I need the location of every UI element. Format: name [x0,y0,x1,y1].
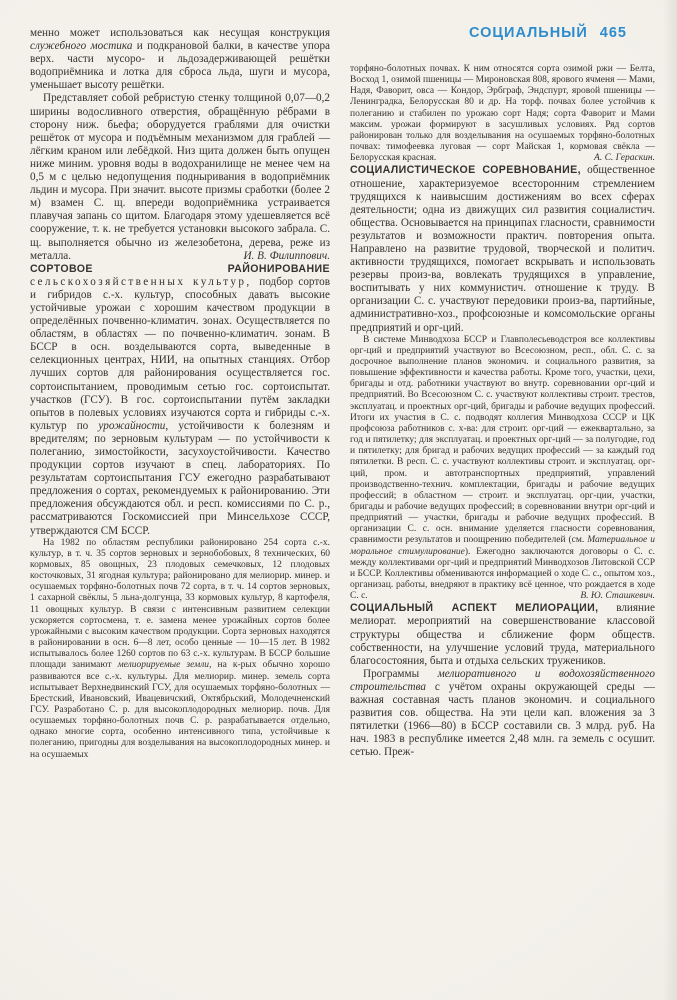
text-run: , на к-рых обычно хорошо развиваются все с.-х. культуры. Для мелиорир. минер. земель сорта испытывает Верхнедвинский ГСУ, для осушаемых торфяно-болотных — Брестский, Ивановский, Ивацевичский, Октябрьский, Молодечненский ГСУ. Разработано С. р. для высокоплодородных мелиорир. почв. Для осушаемых торфяно-болотных почв С. р. разрабатывается отдельно, однако многие сорта, особенно интенсивного типа, устойчивые к полеганию, пригодны для возделывания на высокоплодородных минер. и на осушаемых [30,660,330,760]
italic-text-run: мелиорируемые земли [117,660,210,671]
text-run: и подкрановой балки, в качестве упора верх. части мусоро- и льдозадерживающей решётки водоприёмника и лотка для сброса льда, шуги и мусора, уменьшает высоту решётки. [30,40,330,92]
text-run: Программы [363,667,438,680]
small-print-rajonirovanie-statistics [30,538,330,761]
italic-text-run: урожайности [98,419,166,432]
text-run: ). Ежегодно заключаются договоры о С. с. между коллективами орг-ций и предприятий Минводхозов Литовской ССР и БССР. Коллективы обмениваются информацией о ходе С. с., опытом хоз., организац. работы, внедряют в практику всё ценное, что рождается в ходе С. с. [350,546,655,602]
entry-headword: СОЦИАЛИСТИЧЕСКОЕ СОРЕВНОВАНИЕ, [350,164,581,177]
paragraph-melioracija-programmy [350,668,655,760]
entry-sortovoe-rajonirovanie [30,263,330,538]
letterspaced-text-run: сельскохозяйственных культур, [30,275,260,288]
text-run: На 1982 по областям республики районировано 254 сорта с.-х. культур, в т. ч. 35 сортов зерновых и зернобобовых, 8 технических, 60 кормовых, 85 овощных, 23 плодовых семечковых, 12 плодовых косточковых, 31 ягодная культура; районировано для мелиорир. минер. и осушаемых торфяно-болотных почв 72 сорта, в т. ч. 14 сортов зерновых, 1 сахарной свёклы, 5 льна-долгунца, 33 кормовых культур, 8 картофеля, 11 овощных культур. В связи с интенсивным развитием селекции ускоряется сортосмена, т. е. замена менее урожайных сортов более урожайными с высоким качеством продукции. Сорта зерновых находятся в районировании в осн. 6—8 лет, особо ценные — 10—15 лет. В 1982 испытывалось более 1260 сортов по 63 с.-х. культурам. В БССР большие площади занимают [30,537,330,671]
small-print-continuation-sorta [350,64,655,164]
running-head [469,25,627,41]
text-run: , устойчивости к болезням и вредителям; по зерновым культурам — по устойчивости к полеганию, зимостойкости, засухоустойчивости. Качество продукции сортов изучают в спец. лабораториях. По результатам сортоиспытания ГСУ ежегодно разрабатывают предложения о сортах, рекомендуемых к районированию. Эти предложения обсуждаются обл. и респ. комиссиями по С. р., рассматриваются Госкомиссией при Минсельхозе СССР, утверждаются СМ БССР. [30,419,331,537]
author-signature: И. В. Филиппович. [243,249,330,262]
left-column [30,27,330,761]
text-run: менно может использоваться как несущая конструкция [30,27,330,39]
author-signature: А. С. Гераскин. [594,153,655,164]
author-signature: В. Ю. Сташкевич. [580,591,655,602]
italic-text-run: мелиоративного и водохозяйственного строительства [350,667,655,693]
text-run: подбор сортов и гибридов с.-х. культур, способных давать высокие устойчивые урожаи с хорошим качеством продукции в определённых почвенно-климатич. зонах. Осуществляется по областям, в областях — по почвенно-климатич. зонам. В БССР в осн. возделываются сорта, выведенные в селекционных центрах, НИИ, на опытных станциях. Отбор лучших сортов для районирования осуществляется гос. сортоиспытанием, проводимым сетью гос. сортоиспытат. участков (ГСУ). В гос. сортоиспытании путём закладки опытов в полевых условиях изучаются сорта и гибриды с.-х. культур по [30,275,330,432]
right-column [350,27,655,761]
text-run: с учётом охраны окружающей среды — важная составная часть планов экономич. и социального развития сов. общества. На эти цели кап. вложения за 3 пятилетки (1966—80) в БССР составили св. 3 млрд. руб. На нач. 1983 в республике имеется 2,48 млн. га земель с осушит. сетью. Преж- [350,680,655,759]
page-number: 465 [599,25,627,41]
entry-headword: СОРТОВОЕ РАЙОНИРОВАНИЕ [30,262,330,275]
text-run: влияние мелиорат. мероприятий на совершенствование классовой структуры общества и сближение форм обществ. собственности, на улучшение условий труда, материального благосостояния, быта и отдыха сельских тружеников. [350,602,655,667]
small-print-sorevnovanie-details [350,335,655,603]
entry-headword: СОЦИАЛЬНЫЙ АСПЕКТ МЕЛИОРАЦИИ, [350,602,599,615]
text-run: Представляет собой ребристую стенку толщиной 0,07—0,2 ширины водосливного отверстия, обращённую рёбрами в сторону ниж. бьефа; оборудуется граблями для очистки решёток от мусора и подъёмным механизмом для граблей — лёгким краном или лебёдкой. Низ щита должен быть опущен ниже миним. уровня воды в водохранилище не менее чем на 0,5 м с целью недопущения подныривания в водоприёмник льдин и мусора. При значит. высоте призмы сработки (более 2 м) взамен С. щ. впереди водоприёмника устраивается плавучая запань со щитом. Благодаря этому удешевляется всё сооружение, т. к. не требуется установки высокого забрала. С. щ. выполняется обычно из железобетона, дерева, реже из металла. [30,92,330,262]
entry-socialnyj-aspekt-melioracii [350,602,655,667]
italic-text-run: Материальное и моральное стимулирование [350,535,655,557]
text-run: торфяно-болотных почвах. К ним относятся сорта озимой ржи — Белта, Восход 1, озимой пшеницы — Мироновская 808, ярового ячменя — Мами, Надя, Фаворит, овса — Кондор, Эрбграф, Эндспурт, яровой пшеницы — Ленинградка, Белорусская 80 и др. На торф. почвах более устойчив к полеганию и стабилен по урожаю сорт Надя; сорта Фаворит и Мами максим. урожаи формируют в засушливых условиях. Ряд сортов районирован только для возделывания на осушаемых торфяно-болотных почвах: тимофеевка луговая — сорт Майская 1, кормовая свёкла — Белорусская красная. [350,64,655,164]
paragraph-construction-description [30,92,330,262]
continuation-paragraph-sorouderzhivajushchij-shchit [30,27,330,92]
text-run: В системе Минводхоза БССР и Главполесьеводстроя все коллективы орг-ций и предприятий участвуют во Всесоюзном, респ., обл. С. с. за досрочное выполнение планов экономич. и социального развития, за повышение эффективности и качества работы. Кроме того, участки, цехи, бригады и отд. работники участвуют во внутр. соревновании орг-ций и предприятий. Во Всесоюзном С. с. участвуют коллективы строит. трестов, эксплуатац. и проектных орг-ций, бригады и рабочие ведущих профессий. Итоги их участия в С. с. подводят коллегия Минводхоза СССР и ЦК профсоюза работников с. х-ва: для строит. орг-ций — ежеквартально, за год и пятилетку; для эксплуатац. и проектных орг-ций — за полугодие, год и пятилетку; для бригад и рабочих ведущих профессий — за каждый год пятилетки. В респ. С. с. участвуют коллективы строит. и эксплуатац. орг-ций, пром. и автотранспортных предприятий, управлений производственно-технич. комплектации, бригады и рабочие ведущих профессий; в областном — строит. и эксплуатац. орг-ции, участки, бригады и рабочие ведущих профессий; в соревновании внутри орг-ций и предприятий — участки, бригады и рабочие ведущих профессий. В организации С. с. осн. внимание уделяется гласности соревнования, сравнимости результатов и поощрению победителей (см. [350,334,655,546]
entry-socialisticheskoe-sorevnovanie [350,164,655,334]
italic-text-run: служебного мостика [30,40,133,53]
running-head-title: СОЦИАЛЬНЫЙ [469,25,588,41]
text-run: общественное отношение, характеризуемое всесторонним стремлением трудящихся к наивысшим достижениям во всех сферах деятельности; одна из движущих сил развития социалистич. общества. Основывается на принципах гласности, сравнимости результатов и возможности практич. повторения опыта. Направлено на развитие трудовой, творческой и политич. активности трудящихся, помогает вскрывать и использовать резервы произ-ва, вовлекать трудящихся в управление, воспитывать у них коммунистич. отношение к труду. В организации С. с. участвуют передовики произ-ва, партийные, административно-хоз., профсоюзные и комсомольские органы предприятий и орг-ций. [350,164,655,334]
